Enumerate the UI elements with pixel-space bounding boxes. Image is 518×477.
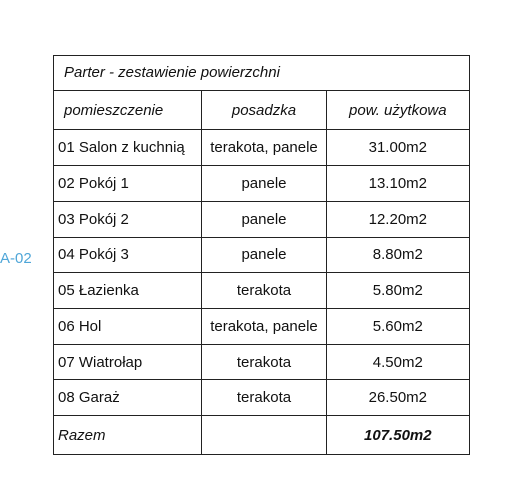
floor-type: panele <box>202 237 326 273</box>
table-header-row <box>54 90 470 130</box>
room-name: 02 Pokój 1 <box>54 166 202 202</box>
floor-type: terakota <box>202 380 326 416</box>
room-name: 01 Salon z kuchnią <box>54 130 202 166</box>
usable-area: 5.60m2 <box>326 309 469 345</box>
table-row <box>54 201 470 237</box>
area-schedule-table <box>53 55 470 455</box>
usable-area: 5.80m2 <box>326 273 469 309</box>
table-title: Parter - zestawienie powierzchni <box>54 56 470 91</box>
floor-type: terakota, panele <box>202 130 326 166</box>
usable-area: 13.10m2 <box>326 166 469 202</box>
header-area: pow. użytkowa <box>326 90 469 130</box>
total-label: Razem <box>54 416 202 455</box>
table-title-row <box>54 56 470 91</box>
table-row <box>54 309 470 345</box>
table-total-row <box>54 416 470 455</box>
table-row <box>54 380 470 416</box>
usable-area: 8.80m2 <box>326 237 469 273</box>
usable-area: 26.50m2 <box>326 380 469 416</box>
table-row <box>54 237 470 273</box>
total-area: 107.50m2 <box>326 416 469 455</box>
total-floor <box>202 416 326 455</box>
table-row <box>54 130 470 166</box>
floor-type: terakota <box>202 273 326 309</box>
usable-area: 12.20m2 <box>326 201 469 237</box>
floor-type: terakota <box>202 344 326 380</box>
room-name: 04 Pokój 3 <box>54 237 202 273</box>
table-row <box>54 273 470 309</box>
usable-area: 4.50m2 <box>326 344 469 380</box>
header-room: pomieszczenie <box>54 90 202 130</box>
header-floor: posadzka <box>202 90 326 130</box>
room-name: 08 Garaż <box>54 380 202 416</box>
table-row <box>54 344 470 380</box>
floor-type: panele <box>202 166 326 202</box>
table-row <box>54 166 470 202</box>
room-name: 05 Łazienka <box>54 273 202 309</box>
room-name: 07 Wiatrołap <box>54 344 202 380</box>
usable-area: 31.00m2 <box>326 130 469 166</box>
drawing-reference-label: A-02 <box>0 250 32 267</box>
floor-type: terakota, panele <box>202 309 326 345</box>
room-name: 03 Pokój 2 <box>54 201 202 237</box>
floor-type: panele <box>202 201 326 237</box>
room-name: 06 Hol <box>54 309 202 345</box>
